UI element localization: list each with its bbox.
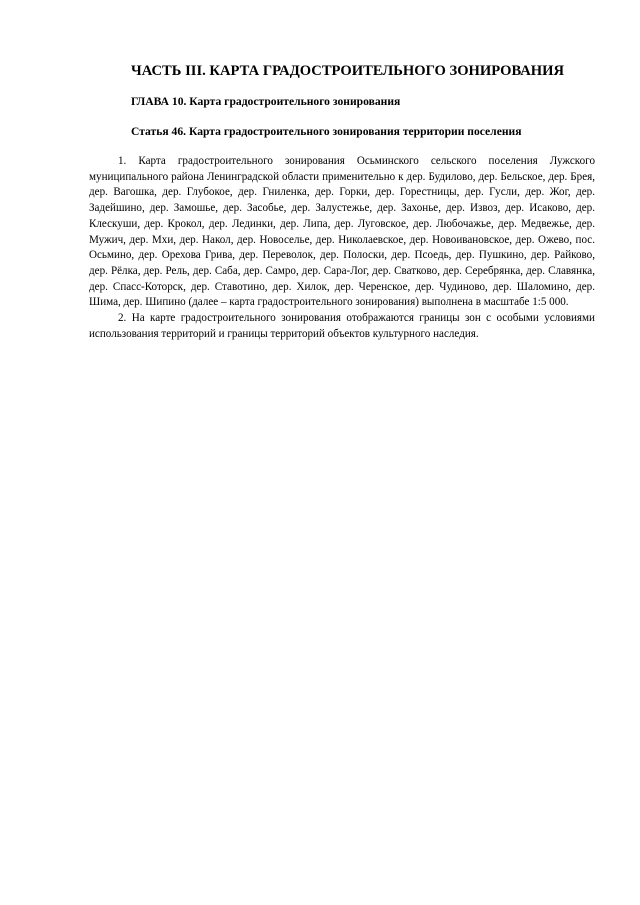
paragraph-1: 1. Карта градостроительного зонирования Осьминского сельского поселения Лужского муниципального района Ленинградской области применительно к дер. Будилово, дер. Бельское, дер. Брея, дер. Вагошка, дер. Глубокое, дер. Гниленка, дер. Горки, дер. Горестницы, дер. Гусли, дер. Жог, дер. Задейшино, дер. Замошье, дер. Засобье, дер. Залустежье, дер. Захонье, дер. Извоз, дер. Исаково, дер. Клескуши, дер. Крокол, дер. Лединки, дер. Липа, дер. Луговское, дер. Любочажье, дер. Медвежье, дер. Мужич, дер. Мхи, дер. Накол, дер. Новоселье, дер. Николаевское, дер. Новоивановское, дер. Ожево, пос. Осьмино, дер. Орехова Грива, дер. Переволок, дер. Полоски, дер. Псоедь, дер. Пушкино, дер. Райково, дер. Рёлка, дер. Рель, дер. Саба, дер. Самро, дер. Сара-Лог, дер. Сватково, дер. Серебрянка, дер. Славянка, дер. Спасс-Которск, дер. Ставотино, дер. Хилок, дер. Черенское, дер. Чудиново, дер. Шаломино, дер. Шима, дер. Шипино (далее – карта градостроительного зонирования) выполнена в масштабе 1:5 000. bbox=[89, 155, 595, 309]
article-body bbox=[89, 154, 595, 342]
part-title: ЧАСТЬ III. КАРТА ГРАДОСТРОИТЕЛЬНОГО ЗОНИРОВАНИЯ bbox=[131, 63, 565, 79]
paragraph-2: 2. На карте градостроительного зонирования отображаются границы зон с особыми условиями использования территорий и границы территорий объектов культурного наследия. bbox=[89, 312, 595, 340]
chapter-title: ГЛАВА 10. Карта градостроительного зонирования bbox=[131, 95, 401, 108]
article-title: Статья 46. Карта градостроительного зонирования территории поселения bbox=[131, 125, 522, 138]
